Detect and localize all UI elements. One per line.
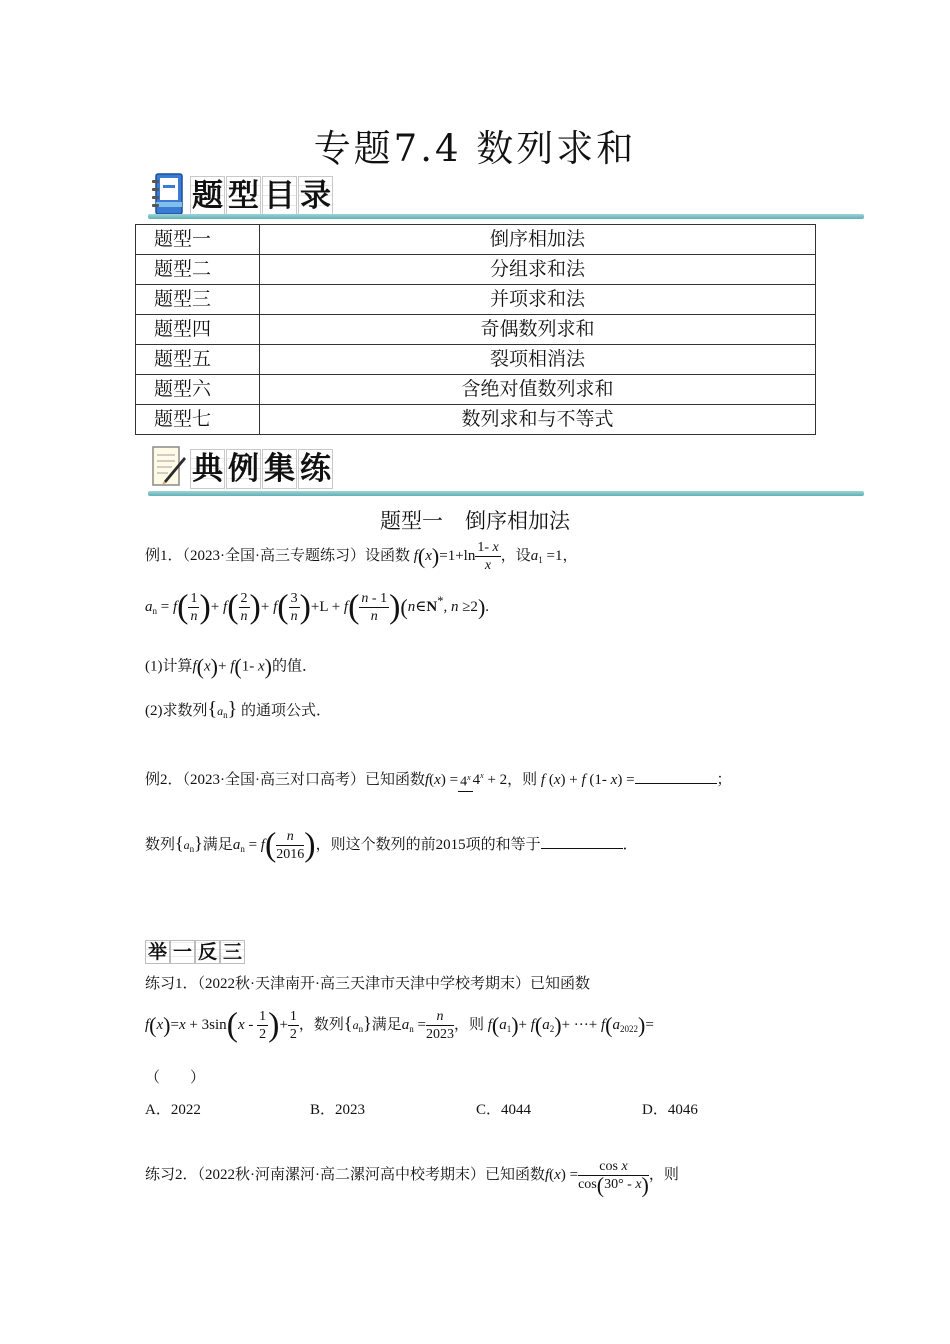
header-char: 集	[264, 451, 295, 487]
page-title: 专题7.4 数列求和	[313, 127, 637, 170]
example-1-question-2: (2)求数列$\{a_n\}$ 的通项公式．	[145, 698, 331, 720]
header-char: 举	[145, 940, 170, 964]
header-char: 录	[300, 178, 331, 214]
toc-topic[interactable]: 数列求和与不等式	[260, 405, 816, 435]
formula-a1: $a_1 =1$	[530, 547, 563, 565]
toc-topic[interactable]: 含绝对值数列求和	[260, 375, 816, 405]
header-char: 题	[192, 178, 223, 214]
toc-topic[interactable]: 裂项相消法	[260, 345, 816, 375]
option-c[interactable]: C．4044	[476, 1102, 532, 1118]
practice-1-formula: f(x)=x + 3sin(x - $\frac{1}{2}$ )+ $\frac{1}{2}$ ，数列$\{a_n\}$满足$a_n$ = $\frac{n}{2023}$ ，则 $f(a_1)+ f(a_2)+$ ···+ $f(a_{2022})=$	[145, 1006, 654, 1044]
toc-topic[interactable]: 分组求和法	[260, 255, 816, 285]
practice-1-paren: （ ）	[145, 1070, 206, 1086]
toc-row	[136, 225, 816, 255]
pencil-note-icon	[150, 445, 186, 489]
header-char: 练	[300, 451, 331, 487]
section-title-1: 题型一 倒序相加法	[380, 509, 570, 533]
header-char: 型	[228, 178, 259, 214]
toc-row	[136, 255, 816, 285]
header-char: 典	[192, 451, 223, 487]
toc-type: 题型六	[136, 375, 260, 405]
example-1-line-1: 例1．（2023·全国·高三专题练习）设函数 f(x)=1+ln $\frac{1- x}{x}$ ，设$a_1 =1$，	[145, 540, 578, 573]
practice-header	[145, 940, 245, 964]
formula-f-ln: f(x)=1+ln $\frac{1- x}{x}$	[413, 540, 499, 573]
toc-type: 题型三	[136, 285, 260, 315]
toc-row	[136, 315, 816, 345]
examples-header-rule	[148, 491, 864, 496]
toc-type: 题型二	[136, 255, 260, 285]
toc-topic[interactable]: 奇偶数列求和	[260, 315, 816, 345]
toc-row	[136, 405, 816, 435]
toc-section-header	[150, 168, 333, 216]
practice-1-options	[145, 1098, 845, 1118]
toc-row	[136, 345, 816, 375]
answer-blank-1[interactable]	[635, 769, 717, 784]
example-2-line-2: 数列$\{a_n\}$满足$a_n = f$( $\frac{n}{2016}$ )，则这个数列的前2015项的和等于 ．	[145, 826, 638, 864]
toc-type: 题型七	[136, 405, 260, 435]
answer-blank-2[interactable]	[541, 834, 623, 849]
toc-header-text	[190, 176, 333, 216]
toc-type: 题型四	[136, 315, 260, 345]
example-1-formula-an: $a_n = f$( $\frac{1}{n}$ )+ f( $\frac{2}{n}$ )+ f( $\frac{3}{n}$ )+L + f( $\frac{n - 1}{n}$ )(n∈N*, n ≥2).	[145, 588, 490, 626]
toc-row	[136, 375, 816, 405]
examples-header-text	[190, 449, 333, 489]
practice-1-line-1: 练习1．（2022秋·天津南开·高三天津市天津中学校考期末）已知函数	[145, 976, 590, 992]
header-char: 例	[228, 451, 259, 487]
toc-topic[interactable]: 倒序相加法	[260, 225, 816, 255]
option-d[interactable]: D．4046	[642, 1102, 698, 1118]
practice-2-line-1: 练习2．（2022秋·河南漯河·高二漯河高中校考期末）已知函数f(x) = $\frac{\text{cos x}}{\cos(30^\circ - x)}$ ，则	[145, 1159, 679, 1198]
toc-header-rule	[148, 214, 864, 219]
toc-topic[interactable]: 并项求和法	[260, 285, 816, 315]
option-a[interactable]: A．2022	[145, 1102, 201, 1118]
examples-section-header	[150, 441, 333, 489]
header-char: 目	[264, 178, 295, 214]
toc-table	[135, 224, 816, 435]
example-1-question-1: (1)计算f(x)+ f(1- x)的值．	[145, 654, 317, 679]
example-2-line-1: 例2．（2023·全国·高三对口高考）已知函数f(x) = 4$^x$ $4^x + 2$，则 f (x) + f (1- x) = ；	[145, 771, 732, 790]
option-b[interactable]: B．2023	[310, 1102, 366, 1118]
header-char: 一	[170, 940, 195, 964]
header-char: 三	[220, 940, 245, 964]
toc-row	[136, 285, 816, 315]
notebook-icon	[150, 172, 186, 216]
header-char: 反	[195, 940, 220, 964]
toc-type: 题型一	[136, 225, 260, 255]
toc-type: 题型五	[136, 345, 260, 375]
